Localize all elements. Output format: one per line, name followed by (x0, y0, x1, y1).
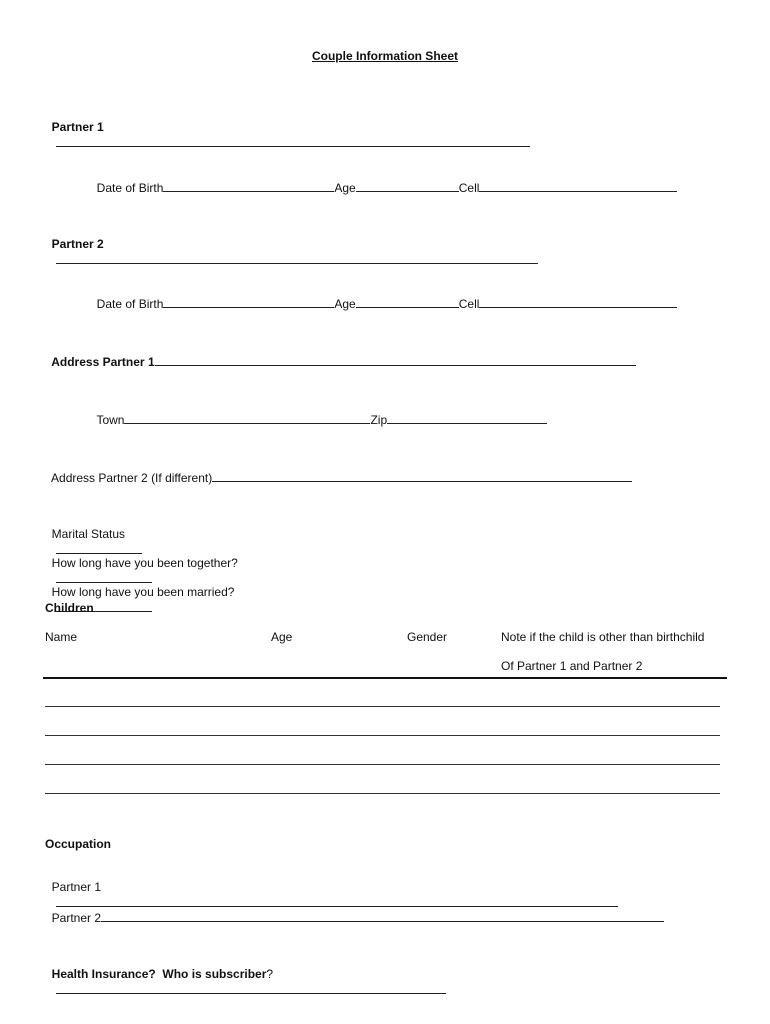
partner2-cell-field[interactable] (479, 295, 677, 308)
health-insurance-label: Health Insurance? Who is subscriber (51, 967, 267, 981)
married-label: How long have you been married? (51, 585, 235, 599)
together-label: How long have you been together? (51, 556, 238, 570)
partner1-row (45, 106, 530, 150)
partner2-age-label: Age (334, 297, 356, 311)
partner2-dob-label: Date of Birth (96, 297, 164, 311)
address2-row (45, 455, 632, 485)
occupation-partner2-label: Partner 2 (51, 911, 102, 925)
children-col-age: Age (271, 630, 293, 644)
children-entry-line[interactable] (45, 706, 720, 707)
children-col-note-line1: Note if the child is other than birthchild (501, 630, 705, 644)
address1-label: Address Partner 1 (51, 355, 155, 369)
health-insurance-qmark: ? (266, 967, 274, 981)
zip-field[interactable] (387, 411, 547, 424)
partner2-row (45, 223, 538, 267)
address1-row (45, 339, 636, 369)
marital-status-label: Marital Status (51, 527, 126, 541)
children-entry-line[interactable] (45, 793, 720, 794)
partner2-dob-field[interactable] (163, 295, 334, 308)
partner2-label: Partner 2 (51, 237, 104, 251)
partner1-age-field[interactable] (356, 179, 459, 192)
children-entry-line[interactable] (45, 764, 720, 765)
partner1-cell-field[interactable] (479, 179, 677, 192)
occupation-partner2-field[interactable] (101, 909, 664, 922)
town-field[interactable] (124, 411, 370, 424)
partner2-age-field[interactable] (356, 295, 459, 308)
partner1-label: Partner 1 (51, 120, 104, 134)
document-title: Couple Information Sheet (311, 49, 458, 63)
partner1-dob-field[interactable] (163, 179, 334, 192)
children-header-rule (43, 677, 727, 679)
partner1-details-row (90, 165, 677, 195)
town-label: Town (96, 413, 125, 427)
address2-label: Address Partner 2 (If different) (51, 471, 213, 485)
partner2-cell-label: Cell (458, 297, 480, 311)
zip-label: Zip (370, 413, 388, 427)
town-row (90, 397, 547, 427)
partner2-name-field[interactable] (56, 251, 538, 264)
children-col-note-line2: Of Partner 1 and Partner 2 (501, 659, 643, 673)
occupation-partner1-label: Partner 1 (51, 880, 102, 894)
occupation-partner2-row (45, 895, 664, 925)
children-col-gender: Gender (407, 630, 448, 644)
children-entry-line[interactable] (45, 735, 720, 736)
address1-field[interactable] (155, 353, 636, 366)
children-heading: Children (45, 601, 94, 615)
partner1-age-label: Age (334, 181, 356, 195)
address2-field[interactable] (212, 469, 632, 482)
health-insurance-field[interactable] (56, 981, 446, 994)
health-insurance-row (45, 953, 446, 997)
children-col-name: Name (45, 630, 78, 644)
partner1-cell-label: Cell (458, 181, 480, 195)
partner1-dob-label: Date of Birth (96, 181, 164, 195)
partner2-details-row (90, 281, 677, 311)
occupation-heading: Occupation (45, 837, 112, 851)
partner1-name-field[interactable] (56, 134, 530, 147)
